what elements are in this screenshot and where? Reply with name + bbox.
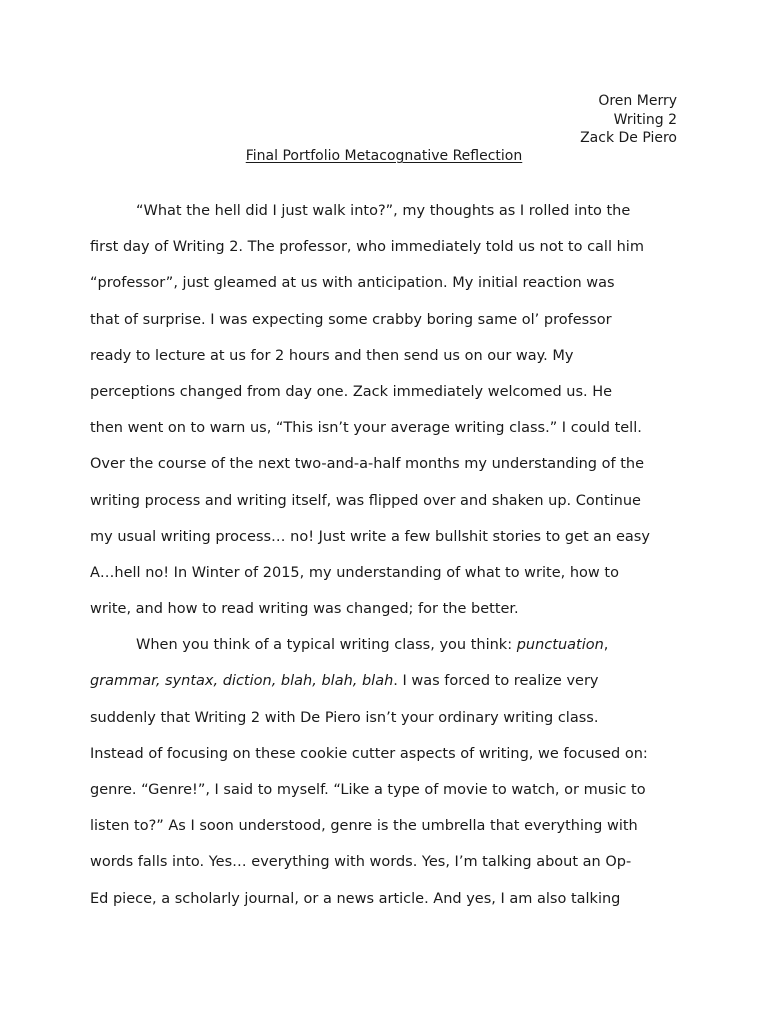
body-line	[90, 632, 690, 668]
body-line: that of surprise. I was expecting some crabby boring same ol’ professor	[90, 311, 612, 328]
course-name: Writing 2	[613, 111, 677, 128]
body-line: A…hell no! In Winter of 2015, my understanding of what to write, how to	[90, 564, 619, 581]
body-line: listen to?” As I soon understood, genre is the umbrella that everything with	[90, 818, 638, 835]
body-text-run: When you think of a typical writing class, you think:	[136, 637, 517, 654]
body-line: suddenly that Writing 2 with De Piero isn’t your ordinary writing class.	[90, 709, 599, 726]
body-line: “What the hell did I just walk into?”, my thoughts as I rolled into the	[136, 203, 631, 219]
body-line: genre. “Genre!”, I said to myself. “Like a type of movie to watch, or music to	[90, 782, 646, 798]
italic-text-run: punctuation	[516, 637, 604, 654]
italic-text-run: grammar, syntax, diction, blah, blah, blah	[90, 673, 394, 690]
essay-body	[90, 198, 690, 922]
body-line: Instead of focusing on these cookie cutter aspects of writing, we focused on:	[90, 745, 648, 762]
body-text-run: ,	[603, 637, 609, 654]
body-line: Ed piece, a scholarly journal, or a news article. And yes, I am also talking	[90, 890, 621, 907]
body-line: Over the course of the next two-and-a-half months my understanding of the	[90, 456, 644, 473]
body-line: then went on to warn us, “This isn’t your average writing class.” I could tell.	[90, 420, 642, 437]
instructor-name: Zack De Piero	[580, 130, 677, 146]
body-line: my usual writing process… no! Just write a few bullshit stories to get an easy	[90, 528, 650, 545]
document-title-text: Final Portfolio Metacognative Reflection	[245, 148, 523, 164]
body-line: words falls into. Yes… everything with words. Yes, I’m talking about an Op-	[90, 854, 632, 871]
header-block	[580, 92, 677, 148]
author-name: Oren Merry	[598, 93, 677, 109]
body-line: ready to lecture at us for 2 hours and then send us on our way. My	[90, 347, 574, 364]
body-line: perceptions changed from day one. Zack immediately welcomed us. He	[90, 383, 613, 400]
body-line: write, and how to read writing was changed; for the better.	[90, 601, 519, 618]
body-line: first day of Writing 2. The professor, who immediately told us not to call him	[90, 239, 644, 256]
body-line: writing process and writing itself, was flipped over and shaken up. Continue	[90, 492, 641, 509]
body-line: “professor”, just gleamed at us with anticipation. My initial reaction was	[90, 275, 615, 292]
body-line	[90, 668, 690, 704]
body-text-run: . I was forced to realize very	[393, 673, 599, 690]
document-title	[0, 146, 768, 166]
